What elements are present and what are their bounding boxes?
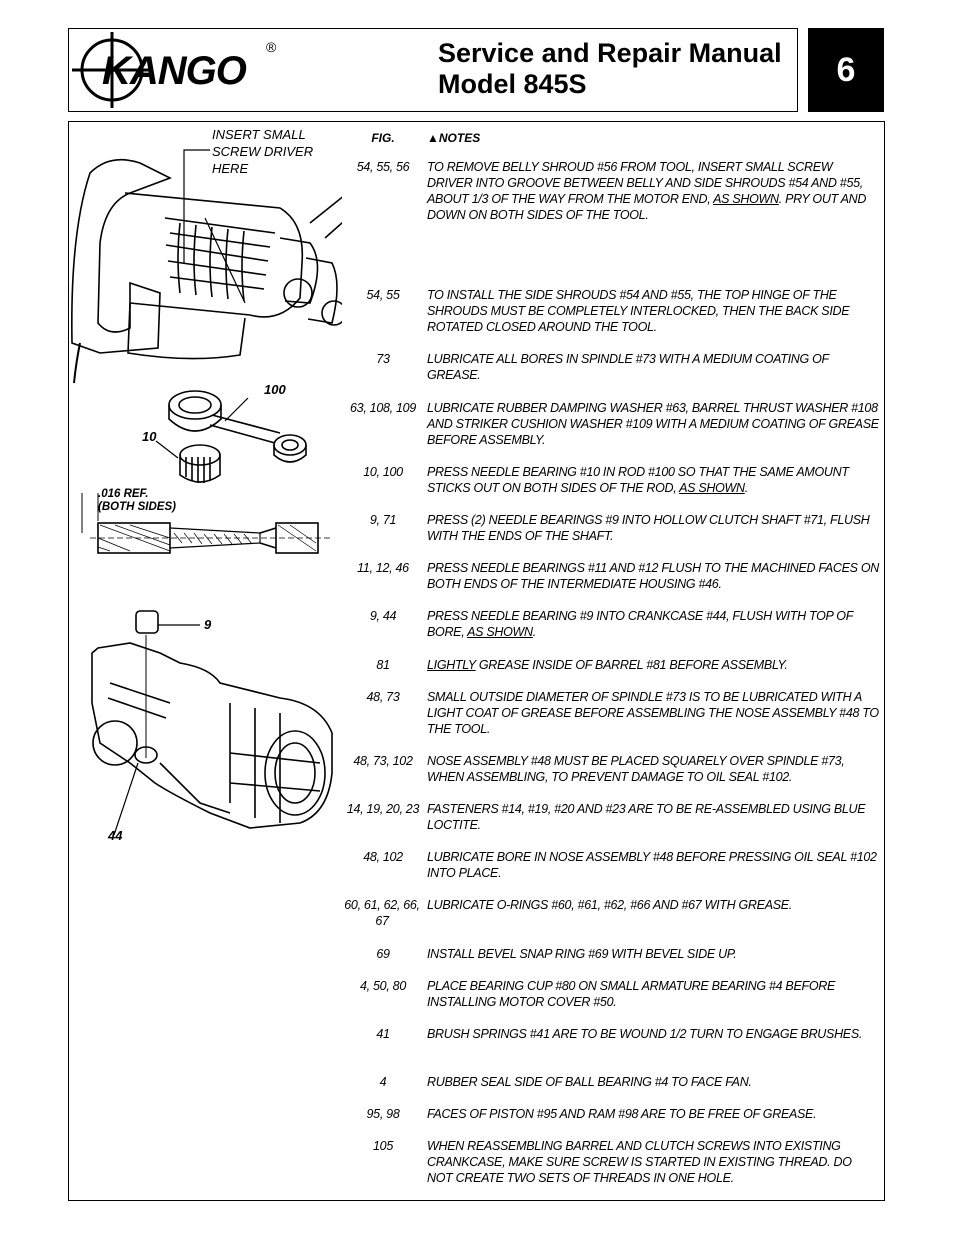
note-text: LUBRICATE BORE IN NOSE ASSEMBLY #48 BEFORE PRESSING OIL SEAL #102 INTO PLACE. [427, 850, 877, 880]
note-fig: 95, 98 [366, 1107, 400, 1121]
connecting-rod-drawing [169, 391, 306, 483]
ref-label-line1: .016 REF. [98, 488, 149, 500]
note-fig: 105 [373, 1139, 393, 1153]
note-text: PRESS NEEDLE BEARING #9 INTO CRANKCASE #44, FLUSH WITH TOP OF BORE, AS SHOWN. [427, 609, 853, 639]
notes-column-header: ▲NOTES [427, 131, 481, 145]
note-text: LUBRICATE O-RINGS #60, #61, #62, #66 AND #67 WITH GREASE. [427, 898, 792, 912]
label-100: 100 [264, 382, 286, 397]
note-text: PRESS NEEDLE BEARING #10 IN ROD #100 SO THAT THE SAME AMOUNT STICKS OUT ON BOTH SIDES OF THE ROD, AS SHOWN. [427, 465, 849, 495]
note-text: LUBRICATE RUBBER DAMPING WASHER #63, BARREL THRUST WASHER #108 AND STRIKER CUSHION WASHER #109 WITH A MEDIUM COATING OF GREASE BEFORE ASSEMBLY. [427, 401, 879, 447]
illustrations [70, 123, 342, 883]
callout-screwdriver-line3: HERE [212, 161, 249, 176]
note-text: PRESS NEEDLE BEARINGS #11 AND #12 FLUSH TO THE MACHINED FACES ON BOTH ENDS OF THE INTERMEDIATE HOUSING #46. [427, 561, 879, 591]
callout-screwdriver-line1: INSERT SMALL [212, 127, 306, 142]
note-text: SMALL OUTSIDE DIAMETER OF SPINDLE #73 IS TO BE LUBRICATED WITH A LIGHT COAT OF GREASE BEFORE ASSEMBLING THE NOSE ASSEMBLY #48 TO THE TOOL. [427, 690, 879, 736]
note-text: PRESS (2) NEEDLE BEARINGS #9 INTO HOLLOW CLUTCH SHAFT #71, FLUSH WITH THE ENDS OF THE SHAFT. [427, 513, 870, 543]
title-line-2: Model 845S [438, 69, 587, 99]
note-text: LUBRICATE ALL BORES IN SPINDLE #73 WITH A MEDIUM COATING OF GREASE. [427, 352, 829, 382]
registered-mark: ® [266, 39, 277, 55]
note-fig: 48, 73 [366, 690, 400, 704]
note-text: INSTALL BEVEL SNAP RING #69 WITH BEVEL SIDE UP. [427, 947, 737, 961]
note-text: PLACE BEARING CUP #80 ON SMALL ARMATURE BEARING #4 BEFORE INSTALLING MOTOR COVER #50. [427, 979, 836, 1009]
note-fig: 69 [376, 947, 390, 961]
note-text: LIGHTLY GREASE INSIDE OF BARREL #81 BEFORE ASSEMBLY. [427, 658, 788, 672]
ref-label-line2: (BOTH SIDES) [98, 501, 176, 513]
note-fig: 60, 61, 62, 66, 67 [344, 898, 420, 928]
note-fig: 41 [376, 1027, 390, 1041]
note-fig: 73 [376, 352, 390, 366]
note-text: TO INSTALL THE SIDE SHROUDS #54 AND #55, THE TOP HINGE OF THE SHROUDS MUST BE COMPLETELY INTERLOCKED, THEN THE BACK SIDE ROTATED CLOSED AROUND THE TOOL. [427, 288, 850, 334]
label-9: 9 [204, 617, 212, 632]
note-fig: 48, 102 [363, 850, 403, 864]
note-text: TO REMOVE BELLY SHROUD #56 FROM TOOL, INSERT SMALL SCREW DRIVER INTO GROOVE BETWEEN BELLY AND SIDE SHROUDS #54 AND #55, ABOUT 1/3 OF THE WAY FROM THE MOTOR END, AS SHOWN. PRY OUT AND DOWN ON BOTH SIDES OF THE TOOL. [427, 160, 867, 222]
label-44: 44 [108, 828, 123, 843]
note-text: BRUSH SPRINGS #41 ARE TO BE WOUND 1/2 TURN TO ENGAGE BRUSHES. [427, 1027, 863, 1041]
note-fig: 81 [376, 658, 390, 672]
note-fig: 4 [379, 1075, 387, 1089]
note-text: FACES OF PISTON #95 AND RAM #98 ARE TO BE FREE OF GREASE. [427, 1107, 817, 1121]
note-fig: 54, 55, 56 [356, 160, 410, 174]
note-text: FASTENERS #14, #19, #20 AND #23 ARE TO BE RE-ASSEMBLED USING BLUE LOCTITE. [427, 802, 866, 832]
note-text: NOSE ASSEMBLY #48 MUST BE PLACED SQUARELY OVER SPINDLE #73, WHEN ASSEMBLING, TO PREVENT DAMAGE TO OIL SEAL #102. [427, 754, 845, 784]
note-fig: 10, 100 [363, 465, 403, 479]
logo-text: KANGO [102, 49, 246, 93]
note-fig: 11, 12, 46 [357, 561, 409, 575]
hammer-drawing [72, 160, 342, 383]
note-fig: 9, 44 [369, 609, 397, 623]
chapter-number: 6 [808, 28, 884, 112]
callout-screwdriver-line2: SCREW DRIVER [212, 144, 314, 159]
kango-logo [72, 32, 282, 108]
note-fig: 9, 71 [369, 513, 397, 527]
note-fig: 54, 55 [366, 288, 400, 302]
note-fig: 14, 19, 20, 23 [346, 802, 420, 816]
fig-column-header: FIG. [371, 131, 395, 145]
label-10: 10 [142, 429, 157, 444]
crankcase-drawing [92, 611, 332, 828]
note-text: WHEN REASSEMBLING BARREL AND CLUTCH SCREWS INTO EXISTING CRANKCASE, MAKE SURE SCREW IS STARTED IN EXISTING THREAD. DO NOT CREATE TWO SETS OF THREADS IN ONE HOLE. [427, 1139, 852, 1185]
note-fig: 4, 50, 80 [360, 979, 406, 993]
note-text: RUBBER SEAL SIDE OF BALL BEARING #4 TO FACE FAN. [427, 1075, 752, 1089]
title-line-1: Service and Repair Manual [438, 38, 782, 68]
note-fig: 48, 73, 102 [353, 754, 413, 768]
note-fig: 63, 108, 109 [350, 401, 416, 415]
page-title [438, 38, 782, 100]
